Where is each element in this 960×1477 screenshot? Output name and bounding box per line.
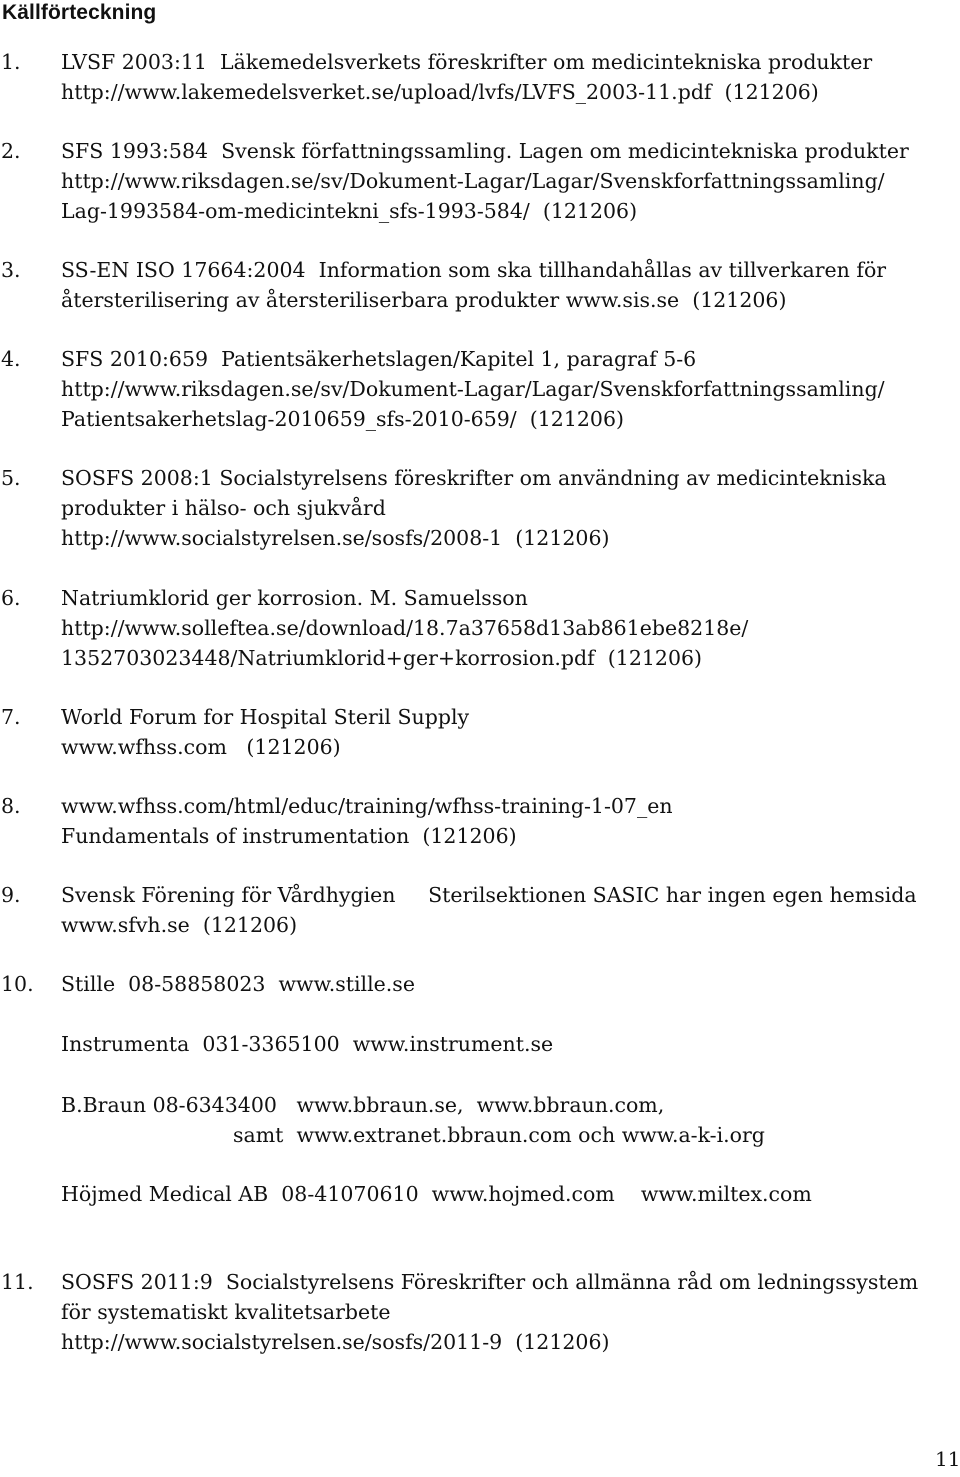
reference-number: 9.: [1, 883, 21, 907]
reference-text: SFS 2010:659 Patientsäkerhetslagen/Kapitel 1, paragraf 5-6: [61, 347, 697, 371]
reference-number: 11.: [1, 1270, 34, 1294]
reference-link: http://www.socialstyrelsen.se/sosfs/2011-9 (121206): [61, 1329, 610, 1354]
reference-link: Patientsakerhetslag-2010659_sfs-2010-659/ (121206): [61, 406, 624, 431]
supplier-stille: Stille 08-58858023 www.stille.se: [61, 972, 415, 996]
supplier-bbraun-extra: samt www.extranet.bbraun.com och www.a-k-i.org: [233, 1123, 765, 1147]
reference-text: för systematiskt kvalitetsarbete: [61, 1299, 391, 1324]
supplier-bbraun: B.Braun 08-6343400 www.bbraun.se, www.bbraun.com,: [61, 1093, 665, 1117]
reference-link: Lag-1993584-om-medicintekni_sfs-1993-584/ (121206): [61, 198, 638, 223]
reference-link: http://www.socialstyrelsen.se/sosfs/2008-1 (121206): [61, 525, 610, 550]
reference-link: http://www.solleftea.se/download/18.7a37658d13ab861ebe8218e/: [61, 615, 749, 640]
reference-text: Svensk Förening för Vårdhygien Sterilsektionen SASIC har ingen egen hemsida: [61, 883, 917, 907]
reference-number: 3.: [1, 258, 21, 282]
page-heading: Källförteckning: [2, 1, 157, 24]
reference-text: LVSF 2003:11 Läkemedelsverkets föreskrifter om medicintekniska produkter: [61, 50, 873, 74]
reference-number: 7.: [1, 705, 21, 729]
page-number: 11: [935, 1447, 960, 1471]
reference-number: 8.: [1, 794, 21, 818]
reference-number: 6.: [1, 586, 21, 610]
reference-number: 2.: [1, 139, 21, 163]
reference-text: SOSFS 2008:1 Socialstyrelsens föreskrifter om användning av medicintekniska: [61, 466, 887, 490]
reference-number: 1.: [1, 50, 21, 74]
reference-number: 10.: [1, 972, 34, 996]
reference-link: www.sfvh.se (121206): [61, 912, 298, 937]
reference-number: 4.: [1, 347, 21, 371]
reference-text: Fundamentals of instrumentation (121206): [61, 823, 517, 848]
reference-number: 5.: [1, 466, 21, 490]
reference-link: http://www.riksdagen.se/sv/Dokument-Lagar/Lagar/Svenskforfattningssamling/: [61, 376, 885, 401]
reference-text: SOSFS 2011:9 Socialstyrelsens Föreskrifter och allmänna råd om ledningssystem: [61, 1270, 919, 1294]
reference-link: http://www.riksdagen.se/sv/Dokument-Lagar/Lagar/Svenskforfattningssamling/: [61, 168, 885, 193]
reference-text: återsterilisering av återsteriliserbara produkter www.sis.se (121206): [61, 287, 787, 312]
reference-link: http://www.lakemedelsverket.se/upload/lvfs/LVFS_2003-11.pdf (121206): [61, 79, 819, 104]
reference-text: produkter i hälso- och sjukvård: [61, 495, 386, 520]
reference-link: www.wfhss.com (121206): [61, 734, 341, 759]
reference-link: www.wfhss.com/html/educ/training/wfhss-training-1-07_en: [61, 794, 673, 818]
reference-text: SFS 1993:584 Svensk författningssamling. Lagen om medicintekniska produkter: [61, 139, 909, 163]
supplier-hojmed: Höjmed Medical AB 08-41070610 www.hojmed.com www.miltex.com: [61, 1182, 812, 1206]
reference-text: SS-EN ISO 17664:2004 Information som ska tillhandahållas av tillverkaren för: [61, 258, 887, 282]
reference-text: World Forum for Hospital Steril Supply: [61, 705, 470, 729]
reference-text: Natriumklorid ger korrosion. M. Samuelsson: [61, 586, 528, 610]
reference-link: 1352703023448/Natriumklorid+ger+korrosion.pdf (121206): [61, 645, 703, 670]
supplier-instrumenta: Instrumenta 031-3365100 www.instrument.se: [61, 1032, 554, 1056]
